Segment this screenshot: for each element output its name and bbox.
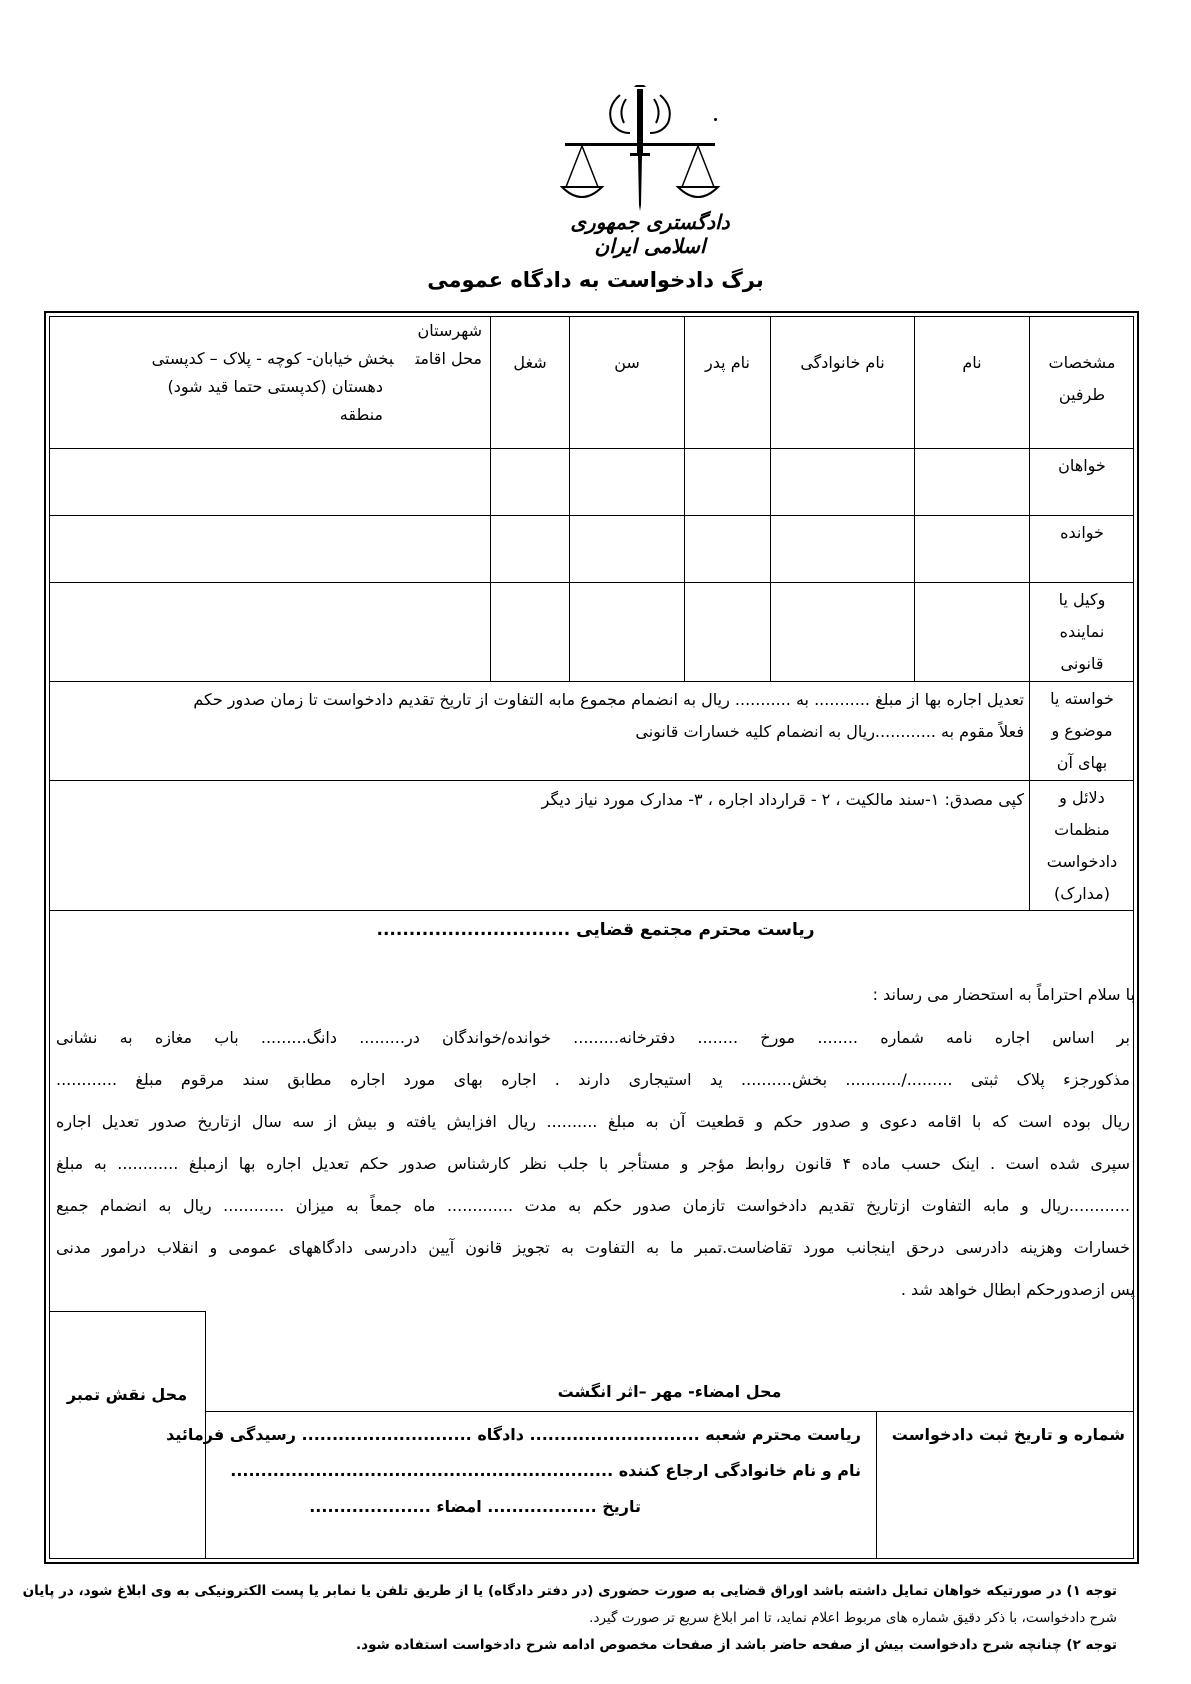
col-residence: محل اقامت — [415, 349, 482, 368]
claim-label — [1030, 683, 1134, 779]
row-divider — [49, 448, 1134, 449]
petition-line: بر اساس اجاره نامه شماره ........ مورخ ........ دفترخانه......... خوانده/خواندگان در......... دانگ......... باب مغازه به نشانی — [56, 1028, 1130, 1047]
row-defendant: خوانده — [1060, 523, 1104, 542]
evidence-label-line1: دلائل و — [1059, 788, 1105, 807]
parties-label-line1: مشخصات — [1048, 353, 1116, 372]
col-age: سن — [614, 353, 640, 372]
row-plaintiff: خواهان — [1058, 456, 1106, 475]
petition-line: ............ریال و مابه التفاوت ازتاریخ تقدیم دادخواست تازمان صدور حکم به مدت ............. ماه جمعاً به میزان ............ ریال به انضمام جمیع — [56, 1196, 1130, 1215]
signature-place: محل امضاء- مهر –اثر انگشت — [557, 1382, 782, 1401]
stamp-box-top — [49, 1311, 206, 1312]
row-divider — [49, 582, 1134, 583]
row-lawyer-line2: نماینده — [1059, 622, 1105, 641]
parties-label-line2: طرفین — [1058, 385, 1106, 404]
parties-label — [1030, 347, 1134, 411]
evidence-label-line3: دادخواست — [1046, 852, 1118, 871]
scales-of-justice-icon — [560, 85, 740, 215]
row-divider — [49, 681, 1134, 682]
petition-line: سپری شده است . اینک حسب ماده ۴ قانون روابط مؤجر و مستأجر با جلب نظر کارشناس صدور حکم تعدیل اجاره بها ازمبلغ ............ به مبلغ — [56, 1154, 1131, 1173]
form-title: برگ دادخواست به دادگاه عمومی — [427, 268, 764, 292]
col-last-name: نام خانوادگی — [800, 353, 885, 372]
row-lawyer — [1030, 584, 1134, 680]
evidence-label-line2: منظمات — [1054, 820, 1110, 839]
col-residence-line3: دهستان (کدپستی حتما قید شود) — [167, 377, 383, 396]
row-divider — [205, 1411, 1134, 1412]
col-residence-line4: منطقه — [339, 405, 383, 424]
col-father-name: نام پدر — [705, 353, 750, 372]
evidence-label-line4: (مدارک) — [1054, 884, 1110, 903]
claim-label-line3: بهای آن — [1056, 753, 1108, 772]
referrer-line: نام و نام خانوادگی ارجاع کننده ............................................................... — [230, 1461, 861, 1480]
row-lawyer-line3: قانونی — [1060, 654, 1104, 673]
row-lawyer-line1: وکیل یا — [1058, 590, 1106, 609]
col-residence-detail: بخش خیابان- کوچه - پلاک – کدپستی — [151, 349, 394, 368]
row-divider — [49, 910, 1134, 911]
claim-label-line2: موضوع و — [1051, 721, 1113, 740]
evidence-label — [1030, 782, 1134, 910]
branch-line: ریاست محترم شعبه ............................ دادگاه ............................ رسیدگی فرمائید — [166, 1425, 861, 1444]
row-divider — [49, 515, 1134, 516]
claim-label-line1: خواسته یا — [1050, 689, 1114, 708]
emblem-caption: دادگستری جمهوری اسلامی ایران — [570, 210, 730, 258]
claim-text-line2: فعلاً مقوم به ............ریال به انضمام کلیه خسارات قانونی — [635, 722, 1024, 741]
petition-heading: ریاست محترم مجتمع قضایی .............................. — [376, 920, 815, 940]
petition-line: خسارات وهزینه دادرسی درحق اینجانب مورد تقاضاست.تمبر ما به التفاوت به تجویز قانون آیین دادرسی دادگاههای عمومی و انقلاب درامور مدنی — [56, 1238, 1130, 1257]
note-1-line1: توجه ۱) در صورتیکه خواهان تمایل داشته باشد اوراق قضایی به صورت حضوری (در دفتر دادگاه) یا از طریق تلفن یا نمابر یا پست الکترونیکی به وی ابلاغ شود، در پایان — [22, 1583, 1117, 1599]
registration-label: شماره و تاریخ ثبت دادخواست — [891, 1425, 1125, 1444]
row-divider — [49, 780, 1134, 781]
petition-greeting: با سلام احتراماً به استحضار می رساند : — [872, 985, 1135, 1004]
date-signature-line: تاریخ .................. امضاء .................... — [309, 1497, 641, 1516]
col-occupation: شغل — [513, 353, 547, 372]
petition-line: پس ازصدورحکم ابطال خواهد شد . — [900, 1280, 1135, 1299]
note-1-line2: شرح دادخواست، با ذکر دقیق شماره های مربوط اعلام نماید، تا امر ابلاغ سریع تر صورت گیرد. — [589, 1610, 1117, 1626]
stamp-place: محل نقش تمبر — [66, 1385, 188, 1404]
col-residence-line2 — [152, 345, 482, 373]
col-first-name: نام — [962, 353, 982, 372]
note-2: توجه ۲) چنانچه شرح دادخواست بیش از صفحه حاضر باشد از صفحات مخصوص ادامه شرح دادخواست استفاده شود. — [356, 1637, 1117, 1653]
petition-line: مذکورجزء پلاک ثبتی ........./........... بخش.......... ید استیجاری دارند . اجاره بهای مورد اجاره مطابق سند مرقوم مبلغ ............ — [56, 1070, 1130, 1089]
col-residence-line1: شهرستان — [417, 321, 482, 340]
col-divider — [876, 1411, 877, 1559]
claim-text-line1: تعدیل اجاره بها از مبلغ ........... به ........... ریال به انضمام مجموع مابه التفاوت از تاریخ تقدیم دادخواست تا زمان صدور حکم — [193, 690, 1024, 709]
speck — [714, 118, 717, 121]
evidence-text: کپی مصدق: ۱-سند مالکیت ، ۲ - قرارداد اجاره ، ۳- مدارک مورد نیاز دیگر — [541, 790, 1024, 809]
petition-line: ریال بوده است که با اقامه دعوی و صدور حکم و قطعیت آن به مبلغ .......... ریال افزایش یافته و بیش از سه سال ازتاریخ صدور تعدیل اجاره — [56, 1112, 1130, 1131]
